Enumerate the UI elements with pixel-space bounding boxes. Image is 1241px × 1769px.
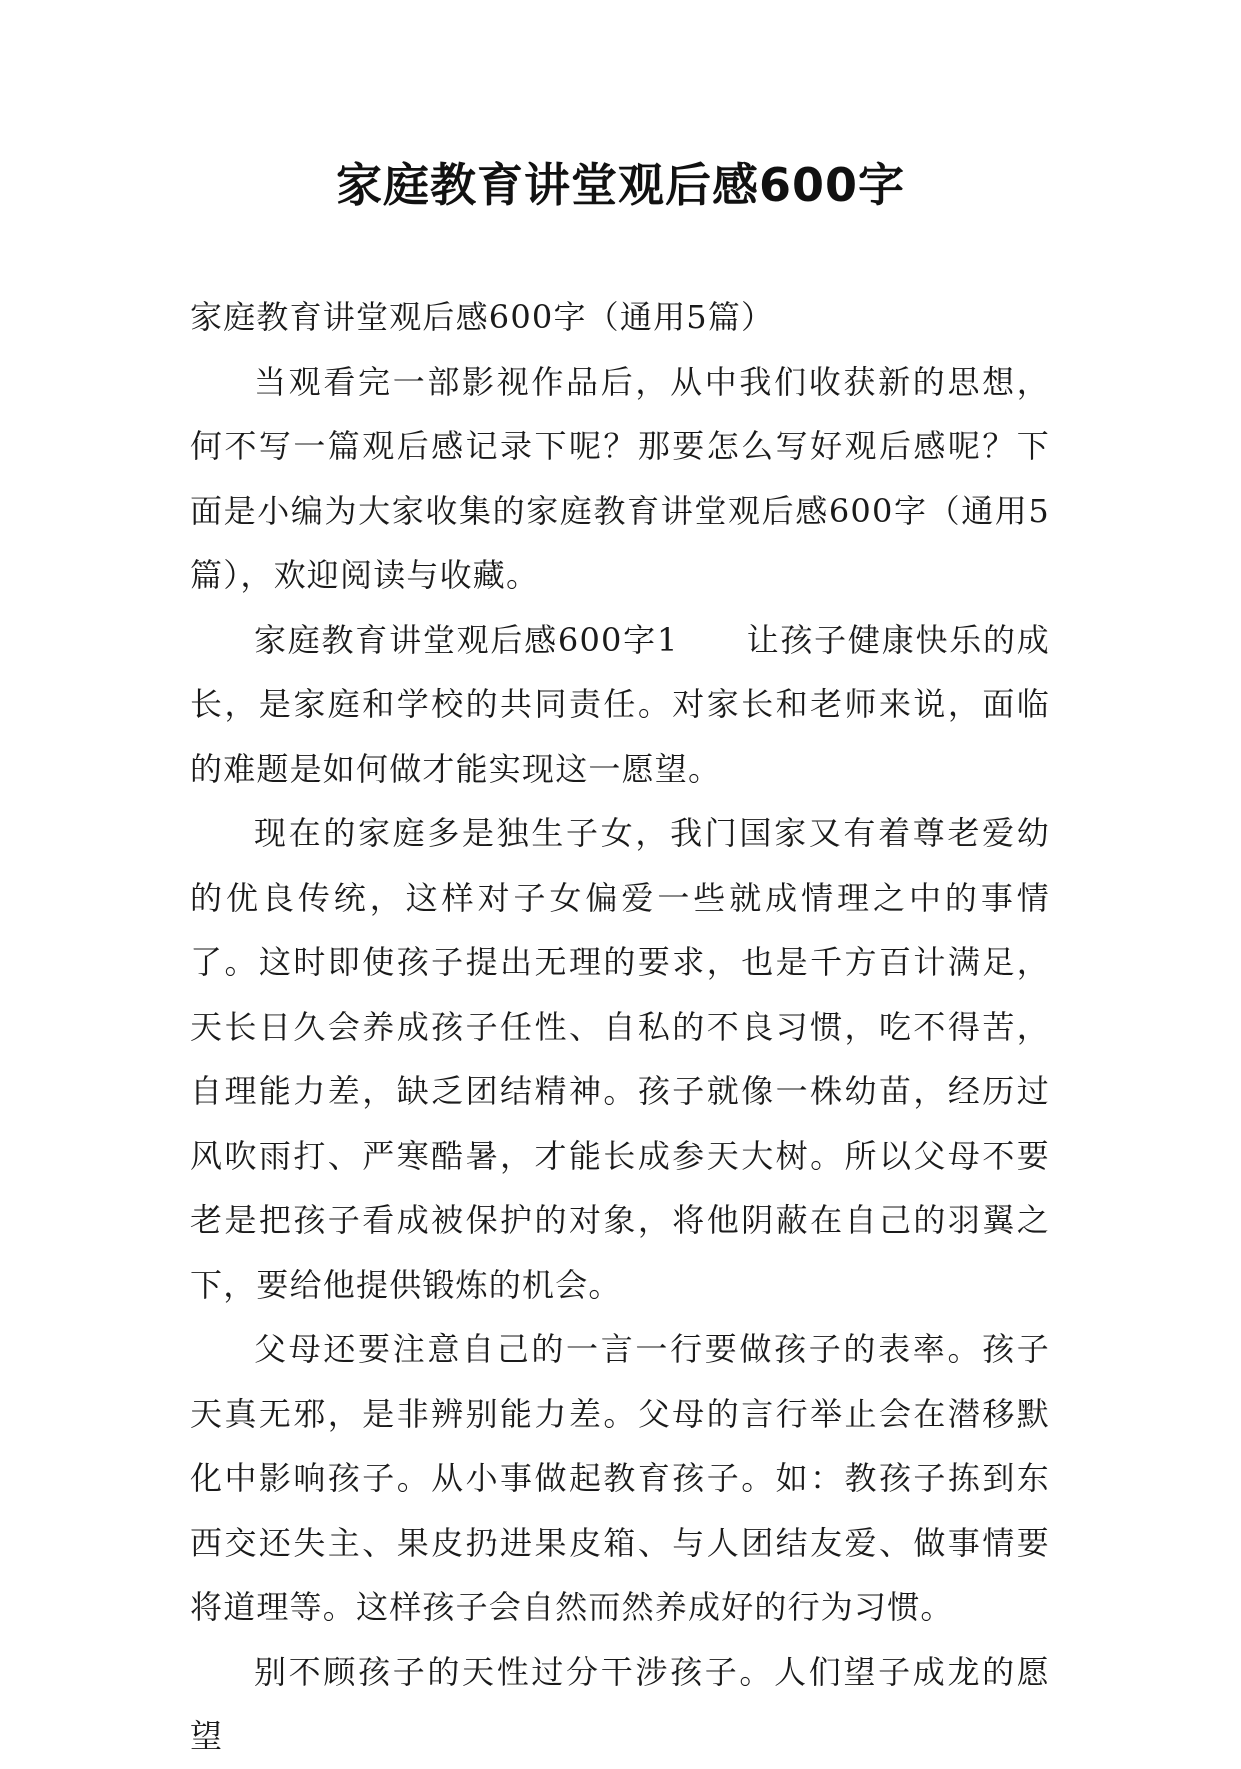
document-title: 家庭教育讲堂观后感600字 [335,158,906,212]
paragraph-role-model: 父母还要注意自己的一言一行要做孩子的表率。孩子天真无邪，是非辨别能力差。父母的言行举止会在潜移默化中影响孩子。从小事做起教育孩子。如：教孩子拣到东西交还失主、果皮扔进果皮箱、与人团结友爱、做事情要将道理等。这样孩子会自然而然养成好的行为习惯。 [190,1330,1050,1626]
paragraph-subtitle: 家庭教育讲堂观后感600字（通用5篇） [190,298,775,336]
paragraph-essay-1-start: 家庭教育讲堂观后感600字1 让孩子健康快乐的成长，是家庭和学校的共同责任。对家长和老师来说，面临的难题是如何做才能实现这一愿望。 [190,620,1050,788]
paragraph-intro: 当观看完一部影视作品后，从中我们收获新的思想，何不写一篇观后感记录下呢？那要怎么写好观后感呢？下面是小编为大家收集的家庭教育讲堂观后感600字（通用5篇），欢迎阅读与收藏。 [190,362,1050,594]
paragraph-nature: 别不顾孩子的天性过分干涉孩子。人们望子成龙的愿望 [190,1652,1050,1755]
document-body [190,285,1050,1769]
paragraph-only-child: 现在的家庭多是独生子女，我门国家又有着尊老爱幼的优良传统，这样对子女偏爱一些就成情理之中的事情了。这时即使孩子提出无理的要求，也是千方百计满足，天长日久会养成孩子任性、自私的不良习惯，吃不得苦，自理能力差，缺乏团结精神。孩子就像一株幼苗，经历过风吹雨打、严寒酷暑，才能长成参天大树。所以父母不要老是把孩子看成被保护的对象，将他阴蔽在自己的羽翼之下，要给他提供锻炼的机会。 [190,814,1050,1304]
